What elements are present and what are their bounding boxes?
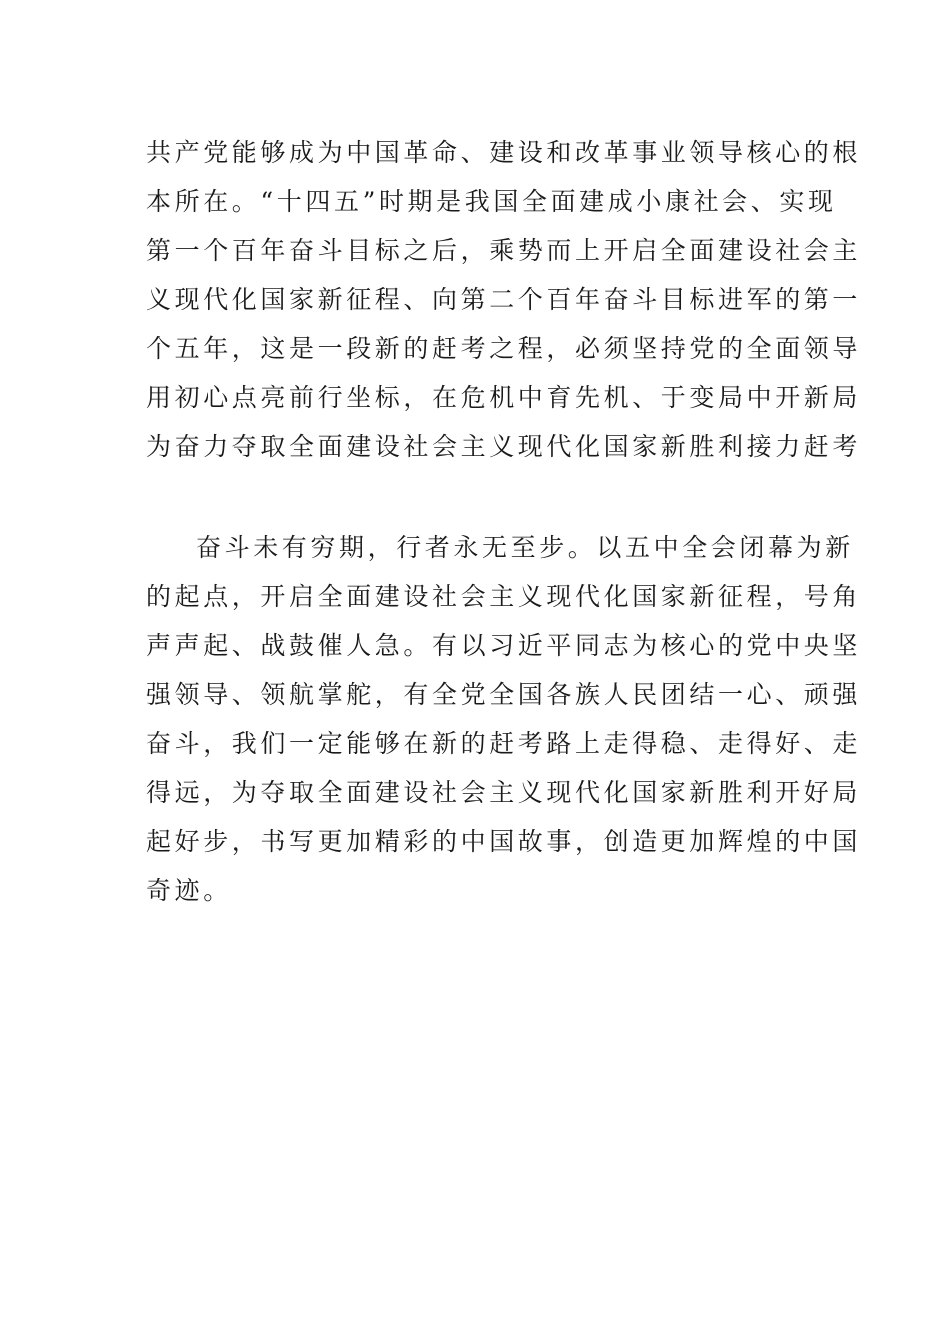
paragraph-line: 奇迹。 (146, 876, 232, 905)
paragraph-line: 强领导、领航掌舵，有全党全国各族人民团结一心、顽强 (146, 680, 862, 709)
paragraph-1 (146, 128, 862, 471)
paragraph-line: 第一个百年奋斗目标之后，乘势而上开启全面建设社会主 (146, 236, 862, 265)
paragraph-line: 义现代化国家新征程、向第二个百年奋斗目标进军的第一 (146, 285, 862, 314)
paragraph-line: 本所在。“十四五”时期是我国全面建成小康社会、实现 (146, 187, 837, 216)
paragraph-line: 共产党能够成为中国革命、建设和改革事业领导核心的根 (146, 138, 862, 167)
paragraph-line: 起好步，书写更加精彩的中国故事，创造更加辉煌的中国 (146, 827, 862, 856)
paragraph-line: 得远，为夺取全面建设社会主义现代化国家新胜利开好局 (146, 778, 862, 807)
paragraph-line: 为奋力夺取全面建设社会主义现代化国家新胜利接力赶考 (146, 432, 862, 461)
paragraph-line: 奋斗，我们一定能够在新的赶考路上走得稳、走得好、走 (146, 729, 862, 758)
paragraph-line: 用初心点亮前行坐标，在危机中育先机、于变局中开新局 (146, 383, 862, 412)
paragraph-line: 声声起、战鼓催人急。有以习近平同志为核心的党中央坚 (146, 631, 862, 660)
paragraph-2 (146, 523, 862, 915)
paragraph-line: 个五年，这是一段新的赶考之程，必须坚持党的全面领导 (146, 334, 862, 363)
paragraph-line: 奋斗未有穷期，行者永无至步。以五中全会闭幕为新 (196, 533, 854, 562)
paragraph-line: 的起点，开启全面建设社会主义现代化国家新征程，号角 (146, 582, 862, 611)
